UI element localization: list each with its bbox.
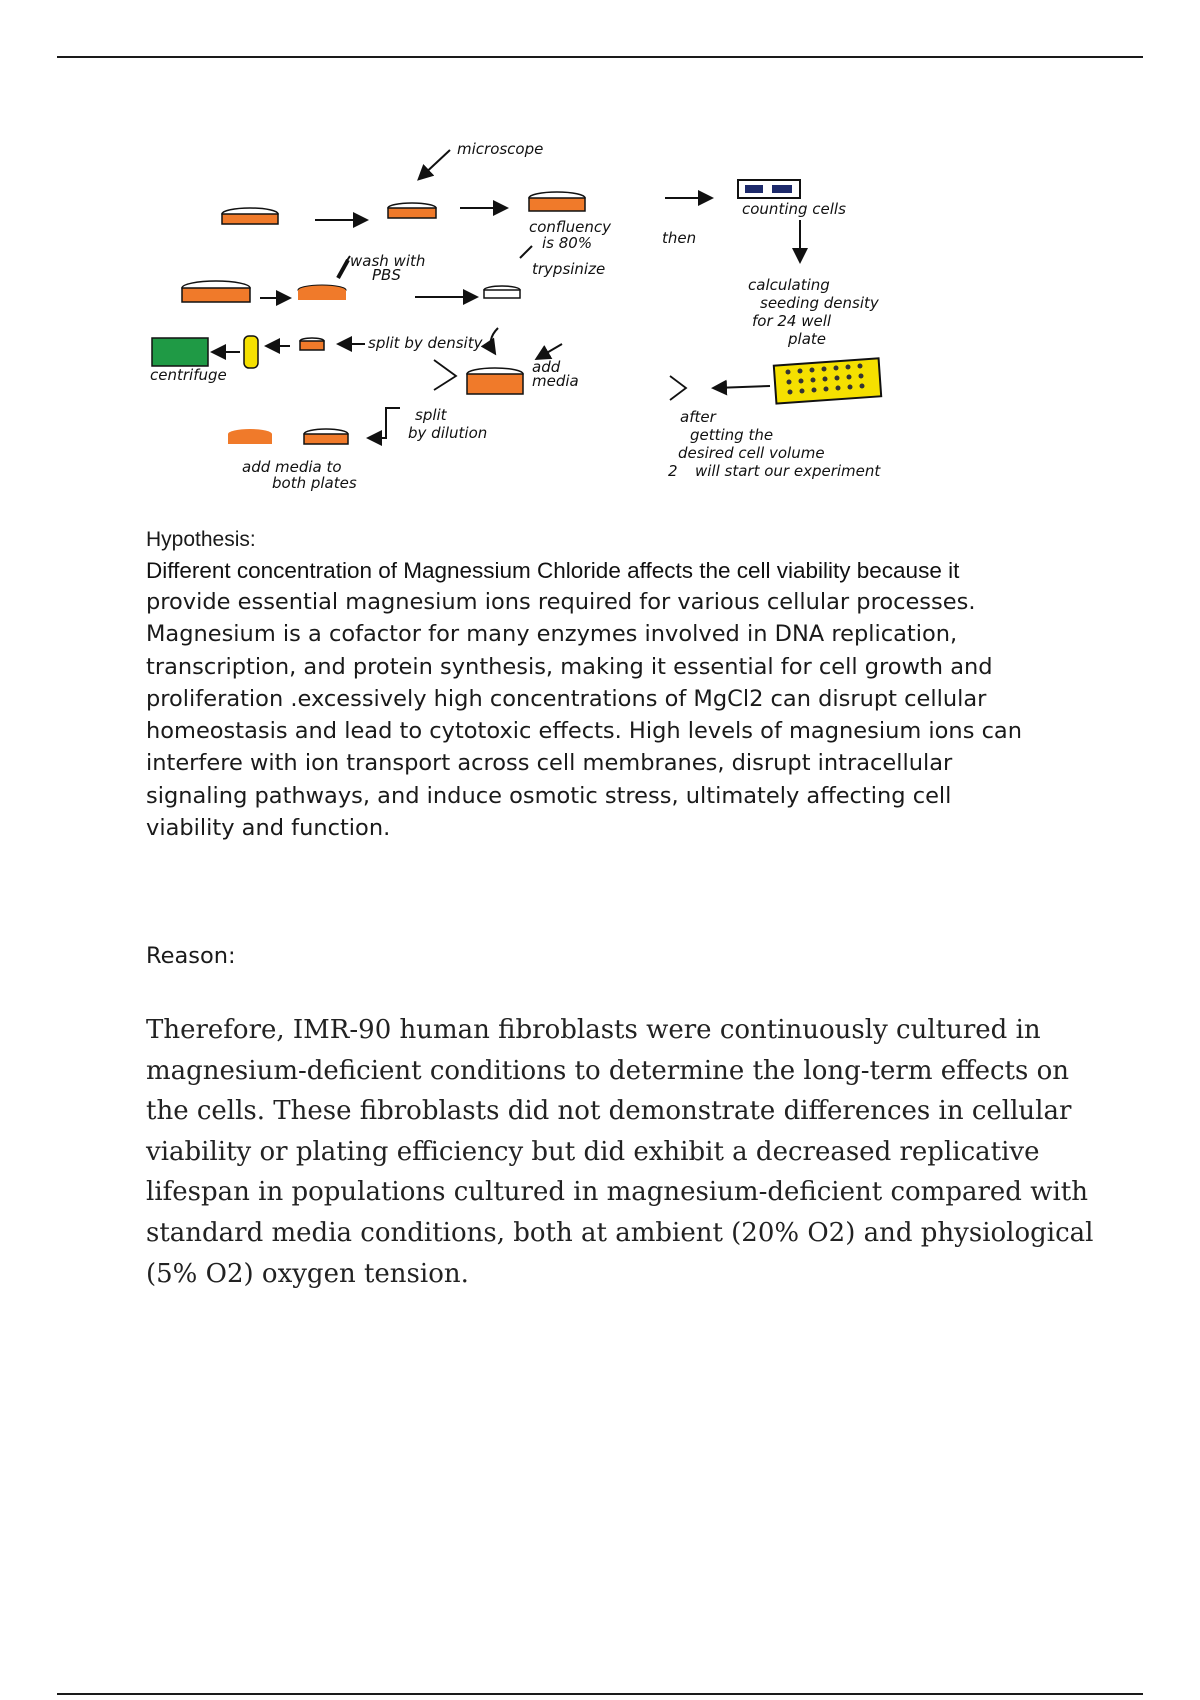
label-add-both-1: add media to [242, 458, 342, 476]
reason-body [146, 1010, 1146, 1294]
label-after-4: will start our experiment [695, 462, 881, 480]
arrow [420, 150, 450, 178]
reason-line: (5% O2) oxygen tension. [146, 1258, 469, 1289]
hypothesis-line: viability and function. [146, 815, 391, 842]
reason-line: viability or plating efficiency but did exhibit a decreased replicative [146, 1136, 1040, 1167]
label-calc-3: for 24 well [752, 312, 832, 330]
arrow [715, 386, 770, 388]
hemocytometer [738, 180, 800, 198]
label-after-num: 2 [668, 462, 678, 480]
header-rule [57, 56, 1143, 58]
petri-dish-3 [529, 192, 585, 211]
trypsin-pipette [520, 246, 532, 258]
label-calc-4: plate [788, 330, 826, 348]
petri-dish-7 [300, 338, 324, 350]
reason-line: Therefore, IMR-90 human fibroblasts were continuously cultured in [146, 1015, 1041, 1045]
split-arrow [370, 408, 400, 438]
hypothesis-line: provide essential magnesium ions required for various cellular processes. [146, 589, 976, 615]
reason-line: the cells. These fibroblasts did not demonstrate differences in cellular [146, 1096, 1072, 1127]
label-add-both-2: both plates [272, 474, 357, 492]
branch-bracket [434, 360, 456, 390]
hypothesis-line: Magnesium is a cofactor for many enzymes involved in DNA replication, [146, 621, 958, 648]
label-add-media-1: add [532, 358, 561, 376]
reason-line: magnesium-deficient conditions to determine the long-term effects on [146, 1055, 1070, 1086]
arrow [538, 344, 562, 358]
hypothesis-heading: Hypothesis: [146, 528, 256, 551]
label-then: then [662, 229, 697, 247]
centrifuge [152, 338, 208, 366]
petri-dish-1 [222, 208, 278, 224]
label-calc-1: calculating [748, 276, 830, 294]
footer-rule [57, 1693, 1143, 1695]
label-after-2: getting the [690, 426, 774, 444]
petri-dish-5 [298, 285, 346, 300]
cell-culture-workflow-drawing [150, 140, 920, 500]
falcon-tube [244, 336, 258, 368]
label-centrifuge: centrifuge [150, 366, 227, 384]
petri-dish-2 [388, 203, 436, 218]
hypothesis-line: transcription, and protein synthesis, making it essential for cell growth and [146, 653, 993, 680]
reason-line: lifespan in populations cultured in magnesium-deficient compared with [146, 1177, 1088, 1208]
pipette [338, 256, 350, 278]
label-wash-1: wash with [350, 252, 426, 270]
hypothesis-line: proliferation .excessively high concentrations of MgCl2 can disrupt cellular [146, 685, 987, 712]
hypothesis-line: homeostasis and lead to cytotoxic effects. High levels of magnesium ions can [146, 718, 1022, 745]
workflow-sketch [150, 140, 920, 500]
petri-dish-8 [467, 368, 523, 394]
hypothesis-line: interfere with ion transport across cell membranes, disrupt intracellular [146, 750, 953, 777]
curved-arrow [491, 328, 498, 352]
label-after-3: desired cell volume [678, 444, 825, 462]
label-confluency-2: is 80% [542, 234, 593, 252]
label-split-density: split by density [368, 334, 483, 352]
petri-dish-4 [182, 281, 250, 302]
petri-dish-9 [228, 429, 272, 444]
well-plate-24 [774, 358, 881, 403]
bracket [670, 376, 686, 400]
label-split-dilution-1: split [415, 406, 447, 424]
reason-line: standard media conditions, both at ambient (20% O2) and physiological [146, 1217, 1094, 1248]
petri-dish-10 [304, 429, 348, 444]
label-add-media-2: media [532, 372, 579, 390]
label-counting: counting cells [742, 200, 846, 218]
label-microscope: microscope [457, 140, 544, 158]
hypothesis-body [146, 586, 1146, 844]
label-calc-2: seeding density [760, 294, 879, 312]
label-after-1: after [680, 408, 716, 426]
petri-dish-6 [484, 286, 520, 298]
label-trypsinize: trypsinize [532, 260, 606, 278]
label-confluency-1: confluency [529, 218, 611, 236]
reason-heading: Reason: [146, 943, 236, 969]
label-wash-2: PBS [372, 266, 401, 284]
hypothesis-first-line: Different concentration of Magnessium Chloride affects the cell viability because it [146, 558, 960, 583]
hypothesis-line: signaling pathways, and induce osmotic stress, ultimately affecting cell [146, 782, 952, 809]
label-split-dilution-2: by dilution [408, 424, 488, 442]
